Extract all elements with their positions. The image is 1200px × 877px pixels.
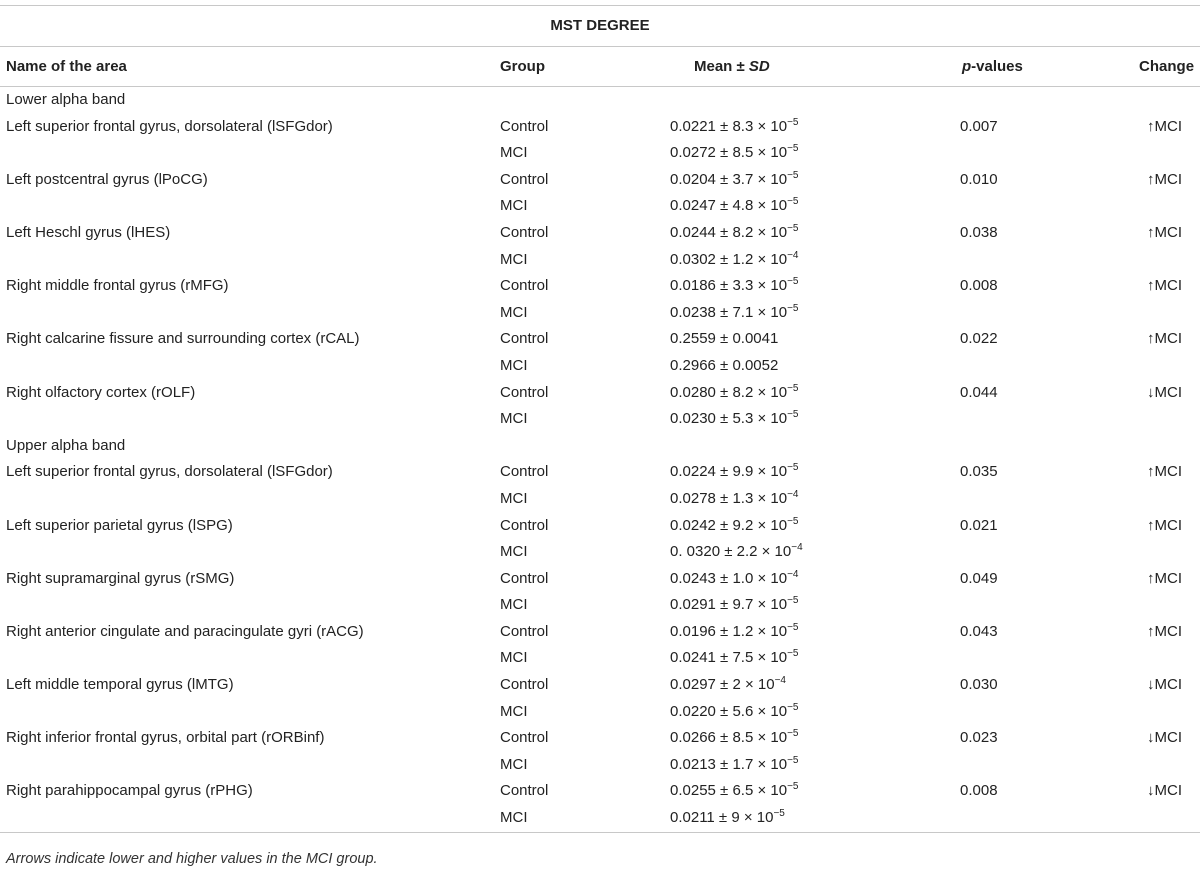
change-cell: ↓MCI	[1147, 383, 1183, 401]
area-name: Left superior parietal gyrus (lSPG)	[6, 516, 233, 534]
mean-sd-value: 0.0302 ± 1.2 × 10	[670, 250, 788, 268]
mean-sd-exponent: −5	[787, 382, 799, 394]
mean-sd-cell	[646, 699, 946, 726]
change-empty	[1100, 592, 1200, 619]
mean-sd-exponent: −5	[787, 462, 799, 474]
mean-sd-value: 0.0278 ± 1.3 × 10	[670, 489, 788, 507]
group-cell: MCI	[500, 250, 528, 268]
change-empty	[1100, 193, 1200, 220]
mean-sd-value: 0.0224 ± 9.9 × 10	[670, 463, 788, 481]
mean-sd-value: 0.2966 ± 0.0052	[670, 356, 779, 374]
area-name: Right olfactory cortex (rOLF)	[6, 383, 196, 401]
p-value-cell: 0.023	[960, 729, 998, 747]
mean-sd-exponent: −5	[787, 728, 799, 740]
area-name-empty	[0, 592, 500, 619]
group-cell: Control	[500, 383, 549, 401]
group-cell: Control	[500, 676, 549, 694]
group-cell: Control	[500, 117, 549, 135]
mean-sd-exponent: −5	[787, 515, 799, 527]
group-cell: Control	[500, 170, 549, 188]
group-cell: MCI	[500, 356, 528, 374]
mean-sd-exponent: −5	[787, 595, 799, 607]
area-name-empty	[0, 752, 500, 779]
p-value-cell: 0.038	[960, 223, 998, 241]
mean-sd-value: 0.0196 ± 1.2 × 10	[670, 622, 788, 640]
mean-sd-cell	[646, 167, 946, 194]
area-name-empty	[0, 699, 500, 726]
p-value-cell: 0.007	[960, 117, 998, 135]
area-name: Left middle temporal gyrus (lMTG)	[6, 676, 234, 694]
table-row	[0, 247, 1200, 274]
header-group: Group	[500, 47, 646, 87]
table-row	[0, 566, 1200, 593]
mean-sd-value: 0.0220 ± 5.6 × 10	[670, 702, 788, 720]
change-cell: ↓MCI	[1147, 676, 1183, 694]
change-cell: ↑MCI	[1147, 463, 1183, 481]
change-empty	[1100, 752, 1200, 779]
area-name-empty	[0, 193, 500, 220]
group-cell: MCI	[500, 144, 528, 162]
table-row	[0, 459, 1200, 486]
area-name-empty	[0, 645, 500, 672]
mean-sd-cell	[646, 752, 946, 779]
change-cell: ↑MCI	[1147, 170, 1183, 188]
mean-sd-cell	[646, 645, 946, 672]
change-cell: ↓MCI	[1147, 782, 1183, 800]
area-name-empty	[0, 300, 500, 327]
mean-sd-value: 0.0247 ± 4.8 × 10	[670, 197, 788, 215]
mean-sd-exponent: −5	[787, 169, 799, 181]
p-value-empty	[946, 592, 1100, 619]
mean-sd-value: 0.0255 ± 6.5 × 10	[670, 782, 788, 800]
header-mean-sd: SD	[748, 58, 770, 75]
mean-sd-cell	[646, 805, 946, 832]
mean-sd-exponent: −4	[787, 249, 799, 261]
table-row	[0, 725, 1200, 752]
group-cell: MCI	[500, 755, 528, 773]
mean-sd-cell	[646, 725, 946, 752]
mean-sd-exponent: −4	[791, 542, 803, 554]
change-cell: ↑MCI	[1147, 330, 1183, 348]
table-row	[0, 592, 1200, 619]
mean-sd-cell	[646, 513, 946, 540]
area-name-empty	[0, 486, 500, 513]
change-empty	[1100, 699, 1200, 726]
change-empty	[1100, 300, 1200, 327]
table-row	[0, 645, 1200, 672]
mean-sd-cell	[646, 114, 946, 141]
group-cell: MCI	[500, 543, 528, 561]
group-cell: Control	[500, 622, 549, 640]
mst-degree-table	[0, 5, 1200, 833]
change-cell: ↑MCI	[1147, 117, 1183, 135]
table-footnote: Arrows indicate lower and higher values in the MCI group.	[6, 851, 378, 867]
mean-sd-exponent: −5	[787, 781, 799, 793]
mean-sd-value: 0.0266 ± 8.5 × 10	[670, 729, 788, 747]
mean-sd-value: 0.0221 ± 8.3 × 10	[670, 117, 788, 135]
mean-sd-exponent: −5	[787, 701, 799, 713]
mean-sd-exponent: −5	[787, 196, 799, 208]
area-name: Right supramarginal gyrus (rSMG)	[6, 569, 235, 587]
table-row	[0, 619, 1200, 646]
change-cell: ↑MCI	[1147, 569, 1183, 587]
mean-sd-value: 0.0204 ± 3.7 × 10	[670, 170, 788, 188]
mean-sd-cell	[646, 193, 946, 220]
group-cell: MCI	[500, 805, 646, 832]
p-value-empty	[946, 486, 1100, 513]
header-change: Change	[1100, 47, 1200, 87]
area-name-empty	[0, 247, 500, 274]
mean-sd-cell	[646, 406, 946, 433]
mean-sd-value: 0.0242 ± 9.2 × 10	[670, 516, 788, 534]
p-value-empty	[946, 140, 1100, 167]
mean-sd-value: 0. 0320 ± 2.2 × 10	[670, 543, 792, 561]
group-cell: MCI	[500, 596, 528, 614]
area-name: Right calcarine fissure and surrounding cortex (rCAL)	[6, 330, 360, 348]
header-p-suffix: -values	[971, 58, 1023, 75]
table-row	[0, 326, 1200, 353]
table-row	[0, 140, 1200, 167]
change-cell: ↓MCI	[1147, 729, 1183, 747]
mean-sd-exponent: −5	[787, 754, 799, 766]
band-label: Lower alpha band	[6, 91, 126, 108]
change-cell: ↑MCI	[1147, 516, 1183, 534]
change-empty	[1100, 539, 1200, 566]
area-name-empty	[0, 539, 500, 566]
p-value-cell: 0.021	[960, 516, 998, 534]
mean-sd-exponent: −5	[787, 302, 799, 314]
table-row	[0, 672, 1200, 699]
table-row	[0, 353, 1200, 380]
mean-sd-cell	[646, 140, 946, 167]
change-empty	[1100, 645, 1200, 672]
header-p-values	[946, 47, 1100, 87]
group-cell: MCI	[500, 410, 528, 428]
change-cell: ↑MCI	[1147, 223, 1183, 241]
p-value-empty	[946, 699, 1100, 726]
change-empty	[1100, 247, 1200, 274]
mean-sd-exponent: −5	[787, 648, 799, 660]
group-cell: MCI	[500, 489, 528, 507]
change-cell: ↑MCI	[1147, 277, 1183, 295]
mean-sd-cell	[646, 459, 946, 486]
mean-sd-exponent: −5	[787, 222, 799, 234]
p-value-cell: 0.035	[960, 463, 998, 481]
p-value-empty	[946, 539, 1100, 566]
table-row	[0, 752, 1200, 779]
p-value-empty	[946, 353, 1100, 380]
table-row	[0, 699, 1200, 726]
mean-sd-value: 0.0186 ± 3.3 × 10	[670, 277, 788, 295]
group-cell: Control	[500, 277, 549, 295]
column-header-row	[0, 47, 1200, 87]
area-name-empty	[0, 406, 500, 433]
group-cell: MCI	[500, 197, 528, 215]
group-cell: Control	[500, 569, 549, 587]
mean-sd-value: 0.0238 ± 7.1 × 10	[670, 303, 788, 321]
change-cell: ↑MCI	[1147, 622, 1183, 640]
mean-sd-value: 0.0297 ± 2 × 10	[670, 676, 775, 694]
area-name: Right inferior frontal gyrus, orbital part (rORBinf)	[6, 729, 325, 747]
mean-sd-cell	[646, 220, 946, 247]
table-body	[0, 87, 1200, 833]
area-name-empty	[0, 353, 500, 380]
p-value-cell: 0.049	[960, 569, 998, 587]
mean-sd-value: 0.0280 ± 8.2 × 10	[670, 383, 788, 401]
p-value-cell: 0.030	[960, 676, 998, 694]
mean-sd-cell	[646, 300, 946, 327]
table-row	[0, 114, 1200, 141]
area-name: Right anterior cingulate and paracingulate gyri (rACG)	[6, 622, 364, 640]
mean-sd-cell	[646, 326, 946, 353]
header-mean-prefix: Mean ±	[694, 58, 749, 75]
p-value-cell: 0.044	[960, 383, 998, 401]
p-value-cell: 0.043	[960, 622, 998, 640]
area-name: Left superior frontal gyrus, dorsolateral (lSFGdor)	[6, 463, 333, 481]
change-empty	[1100, 353, 1200, 380]
p-value-empty	[946, 300, 1100, 327]
mean-sd-cell	[646, 247, 946, 274]
area-name: Left postcentral gyrus (lPoCG)	[6, 170, 208, 188]
p-value-empty	[946, 193, 1100, 220]
p-value-empty	[946, 645, 1100, 672]
mean-sd-exponent: −5	[787, 276, 799, 288]
area-name: Right middle frontal gyrus (rMFG)	[6, 277, 229, 295]
mean-sd-value: 0.0272 ± 8.5 × 10	[670, 144, 788, 162]
change-empty	[1100, 805, 1200, 832]
group-cell: MCI	[500, 702, 528, 720]
mean-sd-exponent: −4	[787, 568, 799, 580]
table-title: MST DEGREE	[0, 6, 1200, 47]
mean-sd-value: 0.0291 ± 9.7 × 10	[670, 596, 788, 614]
area-name-empty	[0, 805, 500, 832]
p-value-empty	[946, 752, 1100, 779]
p-value-cell: 0.008	[960, 782, 998, 800]
mean-sd-value: 0.0244 ± 8.2 × 10	[670, 223, 788, 241]
band-label: Upper alpha band	[6, 436, 126, 454]
mean-sd-value: 0.0211 ± 9 × 10	[670, 809, 774, 827]
band-row	[0, 433, 1200, 460]
area-name: Left superior frontal gyrus, dorsolateral (lSFGdor)	[6, 117, 333, 135]
table-title-row	[0, 6, 1200, 47]
area-name-empty	[0, 140, 500, 167]
mean-sd-cell	[646, 486, 946, 513]
table-row	[0, 486, 1200, 513]
mean-sd-cell	[646, 619, 946, 646]
header-mean	[646, 47, 946, 87]
header-area: Name of the area	[0, 47, 500, 87]
table-row	[0, 193, 1200, 220]
table-row	[0, 167, 1200, 194]
mean-sd-cell	[646, 353, 946, 380]
mean-sd-exponent: −5	[787, 143, 799, 155]
table-row	[0, 778, 1200, 805]
mean-sd-cell	[646, 380, 946, 407]
area-name: Left Heschl gyrus (lHES)	[6, 223, 171, 241]
mean-sd-cell	[646, 672, 946, 699]
mean-sd-value: 0.0243 ± 1.0 × 10	[670, 569, 788, 587]
mean-sd-exponent: −5	[787, 409, 799, 421]
mean-sd-exponent: −5	[773, 808, 785, 820]
group-cell: Control	[500, 516, 549, 534]
table-row	[0, 513, 1200, 540]
change-empty	[1100, 140, 1200, 167]
table-row	[0, 539, 1200, 566]
table-row	[0, 406, 1200, 433]
mean-sd-value: 0.0241 ± 7.5 × 10	[670, 649, 788, 667]
table-row	[0, 300, 1200, 327]
area-name: Right parahippocampal gyrus (rPHG)	[6, 782, 253, 800]
table-row	[0, 273, 1200, 300]
group-cell: Control	[500, 463, 549, 481]
mean-sd-exponent: −5	[787, 116, 799, 128]
mean-sd-value: 0.2559 ± 0.0041	[670, 330, 779, 348]
group-cell: Control	[500, 223, 549, 241]
group-cell: Control	[500, 729, 549, 747]
header-p-italic: p	[962, 58, 972, 75]
p-value-cell: 0.022	[960, 330, 998, 348]
p-value-cell: 0.010	[960, 170, 998, 188]
mean-sd-exponent: −4	[787, 488, 799, 500]
p-value-empty	[946, 805, 1100, 832]
mean-sd-cell	[646, 539, 946, 566]
mean-sd-exponent: −4	[774, 675, 786, 687]
group-cell: Control	[500, 782, 549, 800]
band-row	[0, 87, 1200, 114]
mean-sd-cell	[646, 778, 946, 805]
p-value-cell: 0.008	[960, 277, 998, 295]
change-empty	[1100, 486, 1200, 513]
mean-sd-cell	[646, 592, 946, 619]
mean-sd-cell	[646, 566, 946, 593]
table-row	[0, 220, 1200, 247]
table-row	[0, 805, 1200, 832]
mean-sd-exponent: −5	[787, 621, 799, 633]
mean-sd-value: 0.0230 ± 5.3 × 10	[670, 410, 788, 428]
mean-sd-cell	[646, 273, 946, 300]
table-row	[0, 380, 1200, 407]
group-cell: Control	[500, 330, 549, 348]
p-value-empty	[946, 406, 1100, 433]
group-cell: MCI	[500, 649, 528, 667]
mean-sd-value: 0.0213 ± 1.7 × 10	[670, 755, 788, 773]
change-empty	[1100, 406, 1200, 433]
group-cell: MCI	[500, 303, 528, 321]
p-value-empty	[946, 247, 1100, 274]
